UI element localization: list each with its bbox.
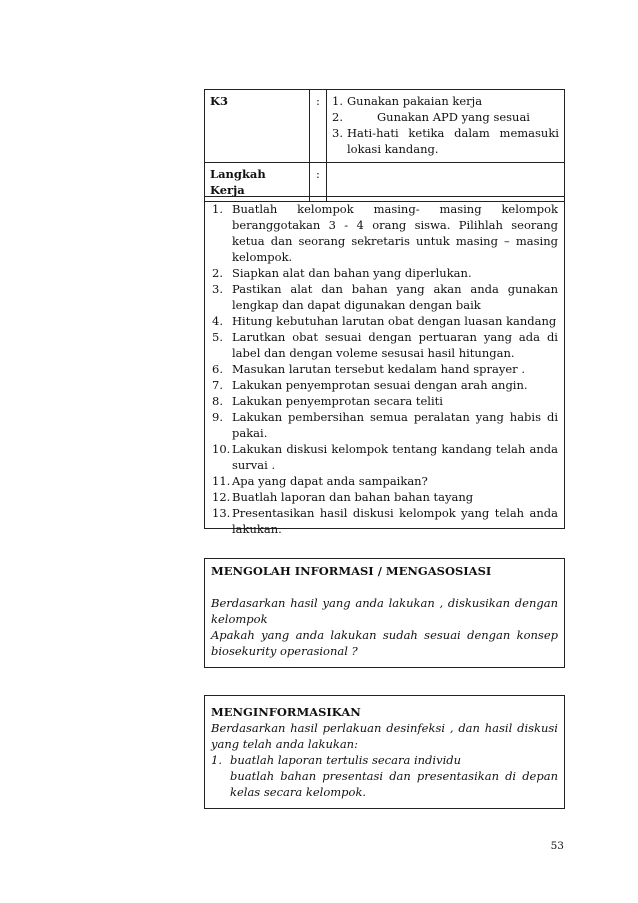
mengolah-box — [204, 558, 565, 668]
page-number: 53 — [550, 840, 564, 852]
langkah-label: Langkah Kerja — [205, 163, 310, 202]
step-text: Larutkan obat sesuai dengan pertuaran yang ada di label dan dengan voleme sesusai hasil hitungan. — [232, 330, 558, 360]
step-item — [212, 361, 558, 377]
menginformasikan-item-text: buatlah laporan tertulis secara individu — [230, 753, 462, 767]
k3-item: 2. Gunakan APD yang sesuai — [332, 110, 530, 124]
k3-list — [332, 93, 559, 157]
menginformasikan-p2: buatlah bahan presentasi dan presentasikan di depan kelas secara kelompok. — [230, 769, 558, 799]
mengolah-title: MENGOLAH INFORMASI / MENGASOSIASI — [211, 564, 492, 578]
step-item — [212, 281, 558, 313]
step-text: Lakukan diskusi kelompok tentang kandang telah anda survai . — [232, 442, 558, 472]
step-number: 3. — [212, 282, 223, 296]
step-text: Apa yang dapat anda sampaikan? — [232, 474, 428, 488]
step-item — [212, 505, 558, 537]
k3-colon: : — [310, 90, 327, 163]
step-item — [212, 393, 558, 409]
step-number: 4. — [212, 314, 223, 328]
steps-list — [212, 201, 558, 537]
mengolah-p1: Berdasarkan hasil yang anda lakukan , diskusikan dengan kelompok — [211, 596, 558, 626]
step-item — [212, 329, 558, 361]
menginformasikan-item-num: 1. — [211, 753, 222, 767]
step-number: 2. — [212, 266, 223, 280]
step-number: 10. — [212, 442, 231, 456]
k3-item: 1. Gunakan pakaian kerja — [332, 94, 483, 108]
step-number: 11. — [212, 474, 231, 488]
step-number: 9. — [212, 410, 223, 424]
menginformasikan-box — [204, 695, 565, 809]
step-number: 1. — [212, 202, 223, 216]
langkah-colon: : — [310, 163, 327, 202]
step-number: 7. — [212, 378, 223, 392]
step-number: 6. — [212, 362, 223, 376]
menginformasikan-title: MENGINFORMASIKAN — [211, 705, 361, 719]
k3-table — [204, 89, 565, 202]
step-number: 13. — [212, 506, 231, 520]
mengolah-p2: Apakah yang anda lakukan sudah sesuai dengan konsep biosekurity operasional ? — [211, 628, 558, 658]
step-item — [212, 201, 558, 265]
step-text: Lakukan penyemprotan secara teliti — [232, 394, 443, 408]
k3-items-cell — [327, 90, 565, 163]
k3-label: K3 — [205, 90, 310, 163]
step-item — [212, 473, 558, 489]
step-item — [212, 377, 558, 393]
step-item — [212, 265, 558, 281]
step-text: Lakukan penyemprotan sesuai dengan arah angin. — [232, 378, 528, 392]
step-text: Buatlah laporan dan bahan bahan tayang — [232, 490, 474, 504]
step-text: Hitung kebutuhan larutan obat dengan luasan kandang — [232, 314, 557, 328]
steps-box — [204, 196, 565, 536]
step-item — [212, 313, 558, 329]
step-text: Buatlah kelompok masing- masing kelompok beranggotakan 3 - 4 orang siswa. Pilihlah seorang ketua dan seorang sekretaris untuk masing – masing kelompok. — [232, 202, 558, 264]
step-text: Masukan larutan tersebut kedalam hand sprayer . — [232, 362, 525, 376]
k3-item: 3. Hati-hati ketika dalam memasuki lokasi kandang. — [332, 126, 559, 156]
step-number: 12. — [212, 490, 231, 504]
step-item — [212, 441, 558, 473]
k3-row — [205, 90, 565, 163]
step-item — [212, 489, 558, 505]
menginformasikan-item — [211, 752, 558, 768]
step-number: 8. — [212, 394, 223, 408]
step-item — [212, 409, 558, 441]
step-text: Siapkan alat dan bahan yang diperlukan. — [232, 266, 472, 280]
step-text: Pastikan alat dan bahan yang akan anda gunakan lengkap dan dapat digunakan dengan baik — [232, 282, 558, 312]
menginformasikan-p1: Berdasarkan hasil perlakuan desinfeksi , dan hasil diskusi yang telah anda lakukan: — [211, 721, 558, 751]
step-text: Lakukan pembersihan semua peralatan yang habis di pakai. — [232, 410, 558, 440]
step-number: 5. — [212, 330, 223, 344]
step-text: Presentasikan hasil diskusi kelompok yang telah anda lakukan. — [232, 506, 558, 536]
